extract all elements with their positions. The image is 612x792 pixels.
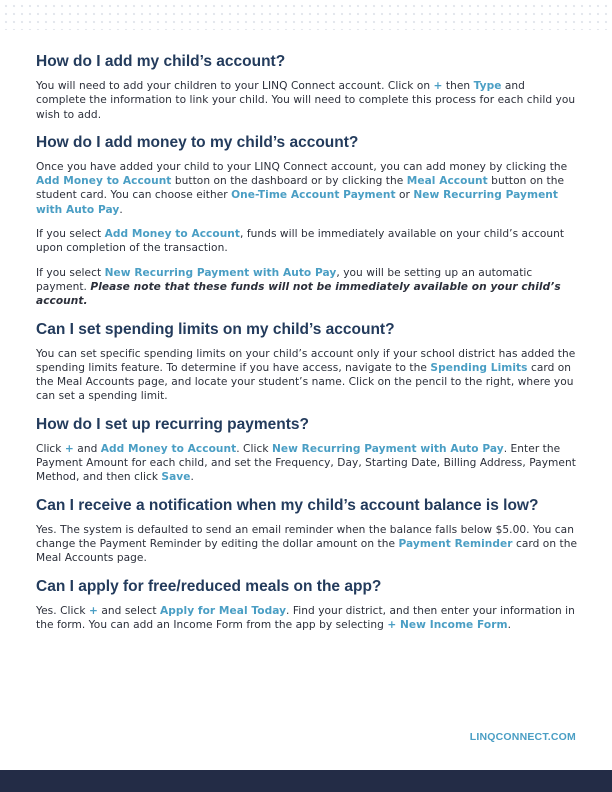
- recurring-payment-link: New Recurring Payment with Auto Pay: [36, 189, 559, 216]
- type-link: Type: [473, 80, 502, 92]
- faq-question: Can I receive a notification when my child’s account balance is low?: [36, 496, 539, 514]
- footer-bar: [0, 770, 612, 792]
- recurring-payment-link: New Recurring Payment with Auto Pay: [104, 266, 337, 279]
- faq-answer: You can set specific spending limits on your child’s account only if your school district has added the spending limits feature. To determine if you have access, navigate to the Spending Limits card on the Meal Accounts page, and locate your student’s name. Click on the pencil to the right, where you can set a spending limit.: [36, 347, 576, 403]
- faq-answer: Yes. The system is defaulted to send an email reminder when the balance falls below $5.00. You can change the Payment Reminder by editing the dollar amount on the Payment Reminder card on the Meal Accounts page.: [36, 523, 578, 565]
- faq-section-free-meals: [36, 577, 578, 633]
- dot-pattern-decoration: [0, 0, 612, 30]
- faq-answer: Click + and Add Money to Account. Click New Recurring Payment with Auto Pay. Enter the Payment Amount for each child, and set the Frequency, Day, Starting Date, Billing Address, Payment Method, and then click Save.: [36, 442, 576, 484]
- funds-note: Please note that these funds will not be immediately available on your child’s account.: [36, 280, 561, 308]
- faq-question: How do I add my child’s account?: [36, 53, 286, 70]
- faq-question: Can I apply for free/reduced meals on the app?: [36, 577, 382, 595]
- apply-meal-link: Apply for Meal Today: [160, 604, 287, 617]
- faq-question: How do I add money to my child’s account?: [36, 133, 359, 151]
- faq-question: How do I set up recurring payments?: [36, 415, 310, 433]
- plus-icon: +: [89, 604, 98, 617]
- save-link: Save: [161, 471, 191, 484]
- faq-question: Can I set spending limits on my child’s account?: [36, 320, 395, 338]
- faq-answer: Yes. Click + and select Apply for Meal Today. Find your district, and then enter your information in the form. You can add an Income Form from the app by selecting + New Income Form.: [36, 604, 575, 631]
- faq-section-notification: [36, 496, 578, 566]
- add-money-link: Add Money to Account: [36, 175, 172, 188]
- payment-reminder-link: Payment Reminder: [398, 537, 513, 550]
- faq-content: [36, 52, 578, 643]
- faq-answer: You will need to add your children to your LINQ Connect account. Click on + then Type and complete the information to link your child. You will need to complete this process for each child you wish to add.: [36, 80, 576, 121]
- spending-limits-link: Spending Limits: [430, 361, 528, 374]
- faq-section-spending-limits: [36, 320, 578, 404]
- footer-url-link[interactable]: LINQCONNECT.COM: [469, 731, 576, 743]
- faq-section-add-money: [36, 133, 578, 309]
- add-money-link: Add Money to Account: [104, 228, 241, 241]
- one-time-payment-link: One-Time Account Payment: [231, 189, 396, 202]
- plus-icon: +: [433, 80, 443, 92]
- faq-answer: Once you have added your child to your LINQ Connect account, you can add money by clicking the Add Money to Account button on the dashboard or by clicking the Meal Account button on the student card. You can choose either One-Time Account Payment or New Recurring Payment with Auto Pay.: [36, 160, 568, 216]
- meal-account-link: Meal Account: [406, 175, 488, 188]
- faq-answer: If you select Add Money to Account, funds will be immediately available on your child’s account upon completion of the transaction.: [36, 228, 565, 255]
- recurring-payment-link: New Recurring Payment with Auto Pay: [271, 442, 504, 455]
- add-money-link: Add Money to Account: [100, 442, 237, 455]
- faq-section-add-child: [36, 52, 578, 122]
- faq-answer: If you select New Recurring Payment with Auto Pay, you will be setting up an automatic payment. Please note that these funds will not be immediately available on your child’s account.: [36, 266, 561, 308]
- new-income-form-link: + New Income Form: [387, 618, 508, 631]
- faq-section-recurring: [36, 415, 578, 485]
- plus-icon: +: [64, 442, 74, 455]
